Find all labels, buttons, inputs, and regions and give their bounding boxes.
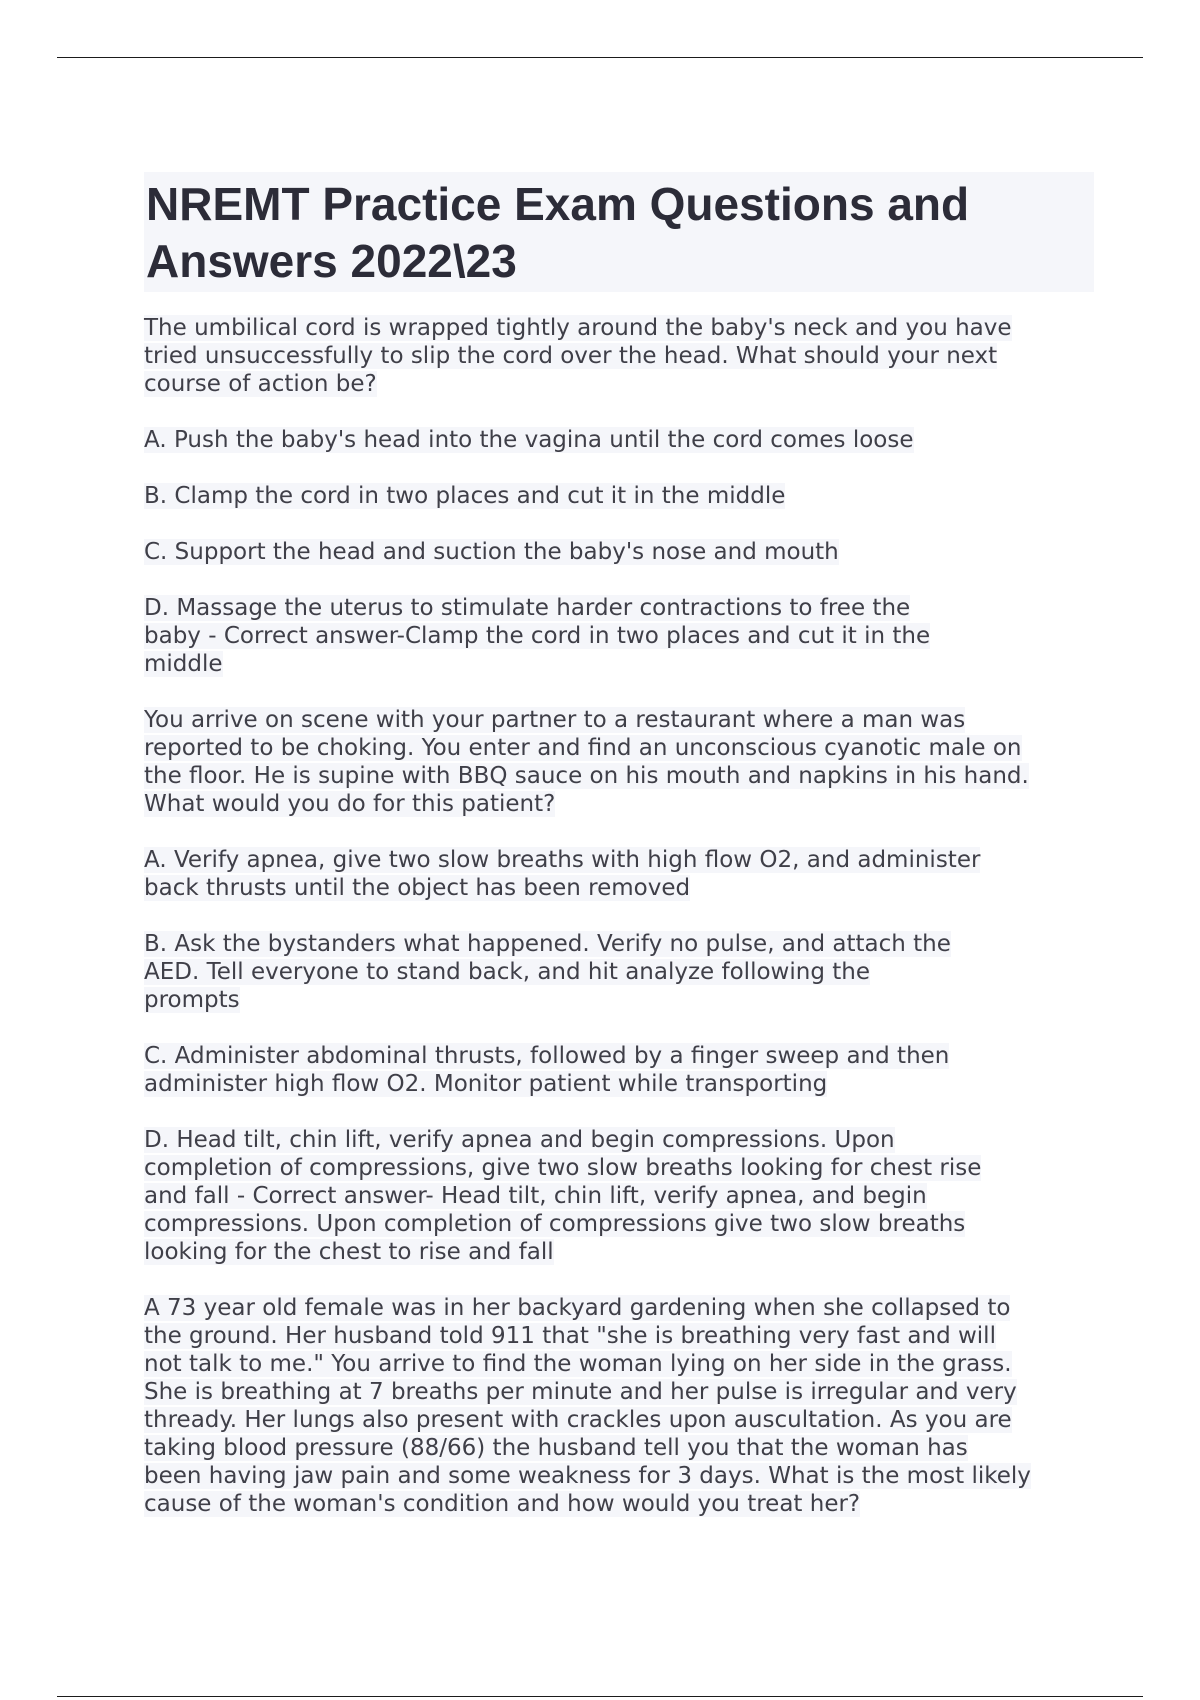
question-1-option-d-answer: D. Massage the uterus to stimulate harder contractions to free the baby - Correct answer-Clamp the cord in two places and cut it in the middle (144, 595, 931, 677)
question-2-option-d-answer: D. Head tilt, chin lift, verify apnea and begin compressions. Upon completion of compressions, give two slow breaths looking for chest rise and fall - Correct answer- Head tilt, chin lift, verify apnea, and begin compressions. Upon completion of compressions give two slow breaths looking for the chest to rise and fall (144, 1127, 982, 1265)
question-2-option-c: C. Administer abdominal thrusts, followed by a finger sweep and then administer high flow O2. Monitor patient while transporting (144, 1043, 950, 1097)
question-1-option-a: A. Push the baby's head into the vagina until the cord comes loose (144, 427, 914, 453)
title-band (144, 172, 1094, 292)
question-2-option-b: B. Ask the bystanders what happened. Verify no pulse, and attach the AED. Tell everyone to stand back, and hit analyze following the prompts (144, 931, 951, 1013)
question-1-option-c: C. Support the head and suction the baby's nose and mouth (144, 539, 839, 565)
question-2-option-a: A. Verify apnea, give two slow breaths with high flow O2, and administer back thrusts until the object has been removed (144, 847, 981, 901)
document-title: NREMT Practice Exam Questions and Answers 2022\23 (146, 178, 970, 287)
footer-rule (57, 1696, 1143, 1697)
question-1-option-b: B. Clamp the cord in two places and cut it in the middle (144, 483, 786, 509)
question-3-stem: A 73 year old female was in her backyard gardening when she collapsed to the ground. Her husband told 911 that "she is breathing very fast and will not talk to me." You arrive to find the woman lying on her side in the grass. She is breathing at 7 breaths per minute and her pulse is irregular and very thready. Her lungs also present with crackles upon auscultation. As you are taking blood pressure (88/66) the husband tell you that the woman has been having jaw pain and some weakness for 3 days. What is the most likely cause of the woman's condition and how would you treat her? (144, 1295, 1031, 1517)
document-body (144, 172, 1094, 1546)
header-rule (57, 57, 1143, 58)
question-2-stem: You arrive on scene with your partner to a restaurant where a man was reported to be choking. You enter and find an unconscious cyanotic male on the floor. He is supine with BBQ sauce on his mouth and napkins in his hand. What would you do for this patient? (144, 707, 1029, 817)
question-1-stem: The umbilical cord is wrapped tightly around the baby's neck and you have tried unsuccessfully to slip the cord over the head. What should your next course of action be? (144, 315, 1012, 397)
